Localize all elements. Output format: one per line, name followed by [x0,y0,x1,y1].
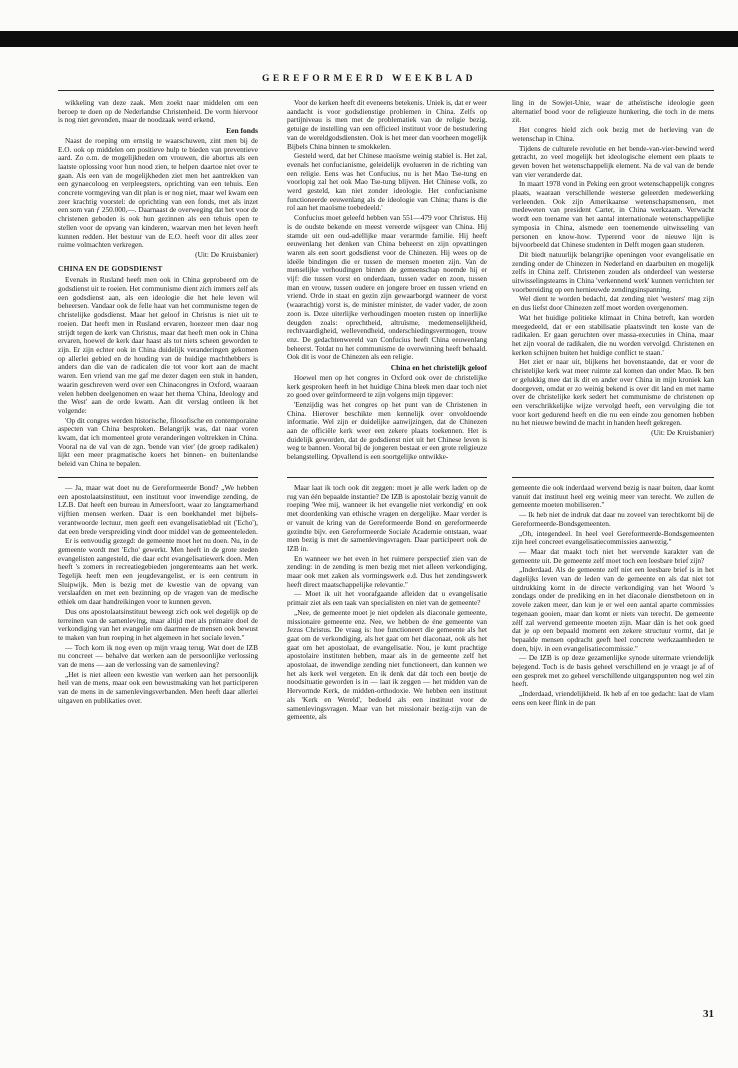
paragraph: — Toch kom ik nog even op mijn vraag terug. Wat doet de IZB nu concreet — behalve dat werken aan de persoonlijke verlossing van de mens — aan de verlossing van de samenleving? [58,642,258,670]
paragraph: Hoewel men op het congres in Oxford ook over de christelijke kerk gesproken heeft in het huidige China bleek men daar toch niet zo goed over geïnformeerd te zijn volgens mijn tipgever: [287,372,487,400]
section-heading: China en het christelijk geloof [390,363,487,373]
paragraph: Wat het huidige politieke klimaat in China betreft, kan worden meegedeeld, dat er een stabilisatie plaatsvindt ten koste van de radikalen. Er gaan geruchten over massa-executies in China, maar het zijn vooral de radikalen, die nu worden vervolgd. Christenen en kerken schijnen buiten het huidige conflict te staan.' [512,312,714,357]
paragraph: — Ik heb niet de indruk dat daar nu zoveel van terechtkomt bij de Gereformeerde-Bondsgemeenten. [512,510,714,528]
header-bar [0,31,738,47]
interview-column-3 [512,484,714,896]
section-divider-2 [287,477,487,478]
paragraph: In maart 1978 vond in Peking een groot wetenschappelijk congres plaats, waaraan verschillende westerse geleerden medewerking verleenden. Ook zijn Amerikaanse wetenschapsmensen, met medeweten van president Carter, in China werkzaam. Verwacht wordt een toename van het aantal internationale wetenschappelijke symposia in China, alsmede een toenemende uitwisseling van personen en know-how. Typerend voor de nieuwe lijn is bijvoorbeeld dat Chinese studenten in Delft mogen gaan studeren. [512,179,714,250]
paragraph: Naast de roeping om ernstig te waarschuwen, zint men bij de E.O. ook op middelen om positieve hulp te bieden van preventieve aard. Zo o.m. de mogelijkheden om vrouwen, die abortus als een laatste oplossing voor hun nood zien, te helpen daartoe niet over te gaan. Als een van de mogelijkheden ziet men het aantrekken van een gynaecoloog en verpleegsters, oprichting van een tehuis. Een concrete vormgeving van dit plan is er nog niet, maar wel kwam een zeer krachtig voorstel: de oprichting van een fonds, met als inzet een som van ƒ 250.000,—. Daarnaast de overweging dat het voor de christenen geboden is ook hun gezinnen als een tehuis open te stellen voor de opvang van kinderen, waarvan men het leven heeft kunnen redden. Het bestuur van de E.O. heeft voor dit alles zeer ruime volmachten verkregen. [58,135,258,250]
source-credit: (Uit: De Kruisbanier) [651,428,714,438]
paragraph: Het ziet er naar uit, blijkens het bovenstaande, dat er voor de christelijke kerk wat meer ruimte zal komen dan onder Mao. Ik ben er gelukkig mee dat ik dit en ander over China in mijn kroniek kan doorgeven, omdat er zo weinig bekend is over dit land en met name over de christelijke kerk sedert het communisme de christenen op een verschrikkelijke wijze vervolgd heeft, een vervolging die tot voor kort gedurend heeft en die nu een einde zou genomen hebben nu het nieuwe bewind de macht in handen heeft gekregen. [512,357,714,428]
paragraph: Dit biedt natuurlijk belangrijke openingen voor evangelisatie en zending onder de Chinezen in Nederland en daarbuiten en mogelijk zelfs in China zelf. Christenen zouden als onderdeel van westerse uitwisselingsteams in China 'verkennend werk' kunnen verrichten ter voorbereiding op een hernieuwde zendingsinspanning. [512,249,714,294]
paragraph: Dus ons apostolaatsinstituut beweegt zich ook wel degelijk op de terreinen van de samenleving, maar altijd met als primaire doel de verkondiging van het evangelie om daarmee de mensen ook bewust te maken van hun roeping in het algemeen in het sociale leven." [58,606,258,642]
masthead-title: GEREFORMEERD WEEKBLAD [262,74,476,84]
section-divider-1 [58,477,258,478]
paragraph: „Inderdaad, vriendelijkheid. Ik heb af en toe gedacht: laat de vlam eens een keer flink in de pan [512,689,714,707]
paragraph: — De IZB is op deze gezamenlijke synode uitermate vriendelijk bejegend. Toch is de basis geheel verschillend en je vraagt je af of een gesprek met zo geheel verschillende uitgangspunten nog wel zin heeft. [512,653,714,689]
paragraph: Tijdens de culturele revolutie en het bende-van-vier-bewind werd getracht, zo veel mogelijk het ideologische element een plaats te geven boven het wetenschappelijk element. Na de val van de bende van vier veranderde dat. [512,143,714,179]
paragraph: gemeente die ook inderdaad wervend bezig is naar buiten, daar komt vanuit dat instituut heel erg weinig meer van terecht. We zullen de gemeente moeten mobiliseren." [512,484,714,510]
rule-under-masthead [58,90,714,91]
interview-column-1 [58,484,258,896]
paragraph: Maar laat ik toch ook dit zeggen: moet je alle werk laden op de rug van één bepaalde instantie? De IZB is apostolair bezig vanuit de roeping 'Wee mij, wanneer ik het evangelie niet verkondig' en ook met doordenking van ethische vragen en dergelijke. Maar verder is er vanuit de kring van de Gereformeerde Bond en gereformeerde gezindte bijv. een Gereformeerde Sociale Academie ontstaan, waar men bezig is met de samenlevingsvragen. Daar participeert ook de IZB in. [287,484,487,553]
paragraph: 'Eenzijdig was het congres op het punt van de Christenen in China. Hierover beschikte men kennelijk over onvoldoende informatie. Wel zijn er duidelijke aanwijzingen, dat de Chinezen aan de officiële kerk weer een zekere plaats toekennen. Het is duidelijk geworden, dat de godsdienst niet uit het Chinese leven is weg te bannen. Vooral bij de jongeren bestaat er een grote religieuze belangstelling. Opvallend is een soortgelijke ontwikke- [287,399,487,462]
article-column-1 [58,99,258,471]
paragraph: Gesteld werd, dat het Chinese maoïsme weinig stabiel is. Het zal, evenals het confucianisme, geleidelijk evolueren in de richting van een religie. Eens was het Confucius, nu is het Mao Tse-tung en voorlopig zal het ook Mao Tse-tung blijven. Het Chinese volk, zo werd gesteld, kan niet zonder ideologie. Het confucianisme functioneerde eeuwenlang als de ideologie van China; thans is die rol aan het maoïsme toebedeeld.' [287,151,487,213]
source-credit: (Uit: De Kruisbanier) [195,249,258,259]
paragraph: „Het is niet alleen een kwestie van werken aan het persoonlijk heil van de mens, maar ook een bewustmaking van het participeren van de mens in de samenlevingsverbanden. Men heeft daar allerlei uitgaven en publikaties over. [58,669,258,705]
paragraph: — Moet ik uit het voorafgaande afleiden dat u evangelisatie primair ziet als een taak van specialisten en niet van de gemeente? [287,589,487,608]
paragraph: „Nee, de gemeente moet je niet opdelen als diaconale gemeente, missionaire gemeente enz. Nee, we hebben de éne gemeente van Jezus Christus. De vraag is: hoe functioneert die gemeente als het gaat om de verkondiging, als het gaat om het diaconaat, ook als het gaat om het apostolaat, de evangelisatie. Nou, je kunt prachtige apostolaire instituten hebben, maar als in de gemeente zelf het apostolaat, de inwendige zending niet functioneert, dan kunnen we het als kerk wel vergeten. En ik denk dat dát toch een beetje de noodsituatie geworden is in — laat ik zeggen — het midden van de Hervormde Kerk, de midden-orthodoxie. We hebben een instituut als 'Kerk en Wereld', bedoeld als een instituut voor de samenlevingsvragen. Maar van het missionair bezig-zijn van de gemeente, als [287,607,487,722]
paragraph: — Ja, maar wat doet nu de Gereformeerde Bond? „We hebben een apostolaatsinstituut, een instituut voor inwendige zending, de I.Z.B. Dat heeft een bureau in Amersfoort, waar zo langzamerhand vijftien mensen werken. Daar is een boekhandel met bijbels-verantwoorde lectuur, men geeft een evangelisatieblad uit ('Echo'), dat een brede verspreiding vindt door middel van de gemeenteleden. [58,484,258,536]
paragraph: Evenals in Rusland heeft men ook in China geprobeerd om de godsdienst uit te roeien. Het communisme dient zich immers zelf als een godsdienst aan, als een ideologie die het hele leven wil beheersen. Vandaar ook de felle haat van het communisme tegen de christelijke godsdienst. Maar het geloof in Christus is niet uit te roeien. Dat heeft men in Rusland ervaren, hoezeer men daar nog strijdt tegen de kerk van Christus, maar dat heeft men ook in China ervaren, hoewel de kerk daar haast als tot niets scheen geworden te zijn. Er zijn echter ook in China duidelijk veranderingen gekomen op allerlei gebied en de houding van de huidige machthebbers is anders dan die van de radicalen die tot voor kort aan de macht waren. Een vriend van me gaf me dezer dagen een stuk in handen, waarin geschreven werd over een Chinacongres in Oxford, waaraan velen hebben deelgenomen en waar het thema 'China, Ideology and the West' aan de orde kwam. Aan dit verslag ontleen ik het volgende: [58,275,258,415]
article-column-3 [512,99,714,469]
paragraph: Confucius moet geleefd hebben van 551—479 voor Christus. Hij is de oudste bekende en meest vereerde wijsgeer van China. Hij stamde uit een oud-adellijke maar verarmde familie. Hij heeft eeuwenlang het denken van China beheerst en zijn opvattingen waren als een soort godsdienst voor de Chinezen. Hij wees op de ideële bindingen die er tussen de mensen moeten zijn. Van de menselijke verhoudingen binnen de gemeenschap noemde hij er vijf: die tussen vorst en onderdaan, tussen vader en zoon, tussen man en vrouw, tussen oudere en jongere broer en tussen vriend en vriend. Orde in staat en gezin zijn gewaarborgd wanneer de vorst (waarachtig) vorst is, de minister minister, de vader vader, de zoon zoon is. Deze uiterlijke verhoudingen moeten rusten op innerlijke deugden zoals: oprechtheid, altruïsme, medemenselijkheid, rechtvaardigheid, wellevendheid, onderschiedingsvermogen, trouw enz. De gedachtenwereld van Confucius heeft China eeuwenlang beheerst. Totdat nu het communisme de overwinning heeft behaald. Ook dit is voor de Chinezen als een religie. [287,213,487,362]
paragraph: wikkeling van deze zaak. Men zoekt naar middelen om een beroep te doen op de Nederlandse Christenheid. De vorm hiervoor is nog niet gevonden, maar de noodzaak werd erkend. [58,99,258,125]
paragraph: Wel dient te worden bedacht, dat zending niet 'westers' mag zijn en dus liefst door Chinezen zelf moet worden overgenomen. [512,294,714,313]
paragraph: „Inderdaad. Als de gemeente zelf niet een leesbare brief is in het dagelijks leven van de leden van de gemeente en als dat niet tot uitdrukking komt in de directe verkondiging van het Woord 's zondags onder de prediking en in het diaconale dienstbetoon en in zovele zaken meer, dan kun je er wel een aantal aparte commissies tegenaan gooien, maar dan komt er niets van terecht. De gemeente zélf zal wervend gemeente moeten zijn. Maar dán is het ook goed dat je op een bepaald moment een zekere structuur vormt, dat je bepaalde mensen opdracht geeft heel concrete werkzaamheden te doen, bijv. in een evangelisatiecommissie." [512,565,714,653]
section-heading: CHINA EN DE GODSDIENST [58,263,163,273]
article-column-2 [287,99,487,469]
page-number: 31 [703,1008,714,1020]
paragraph: Er is eenvoudig gezegd: de gemeente moet het nu doen. Nu, in de gemeente wordt met 'Echo' gewerkt. Men heeft in de grote steden evangelisten aangesteld, die daar echt evangelisatiewerk doen. Men heeft 's zomers in recreatiegebieden jongerenteams aan het werk. Tegelijk heeft men een jeugdevangelist, er is een centrum in Sluipwijk. Men is bezig met de kwestie van de opvang van verslaafden en met een bezinning op de vragen van de medische ethiek om daar handreikingen voor te kunnen geven. [58,536,258,607]
paragraph: ling in de Sowjet-Unie, waar de atheïstische ideologie geen alternatief bood voor de religieuze hunkering, die toch in de mens zit. [512,99,714,125]
paragraph: Het congres hield zich ook bezig met de herleving van de wetenschap in China. [512,125,714,143]
paragraph: „Oh, integendeel. In heel veel Gereformeerde-Bondsgemeenten zijn heel concreet evangelisatiecommissies aanwezig." [512,528,714,547]
interview-column-2 [287,484,487,896]
section-divider-3 [512,477,714,478]
paragraph: 'Op dit congres werden historische, filosofische en contemporaine aspecten van China besproken. Belangrijk was, dat naar voren kwam, dat ich momenteel grote veranderingen voltrekken in China. Vooral na de val van de zgn. 'bende van vier' (de groep radikalen) lijkt een meer pragmatische koers het binnen- en buitenlandse beleid van China te bepalen. [58,415,258,469]
paragraph: Voor de kerken heeft dit eveneens betekenis. Uniek is, dat er weer aandacht is voor godsdienstige problemen in China. Zelfs op partijniveau is men met de problematiek van de religie bezig, getuige de instelling van een officieel instituut voor de bestudering van de wereldgodsdiensten. Ook is het meer dan voorheen mogelijk Bijbels China binnen te smokkelen. [287,99,487,151]
paragraph: — Maar dat maakt toch niet het wervende karakter van de gemeente uit. De gemeente zelf moet toch een leesbare brief zijn? [512,546,714,565]
section-heading: Een fonds [226,126,258,136]
paragraph: En wanneer we het even in het ruimere perspectief zien van de zending: in de zending is men bezig met niet alleen verkondiging, maar ook met zaken als vormingswerk e.d. Dus het zendingswerk heeft direct maatschappelijke relevantie." [287,553,487,589]
